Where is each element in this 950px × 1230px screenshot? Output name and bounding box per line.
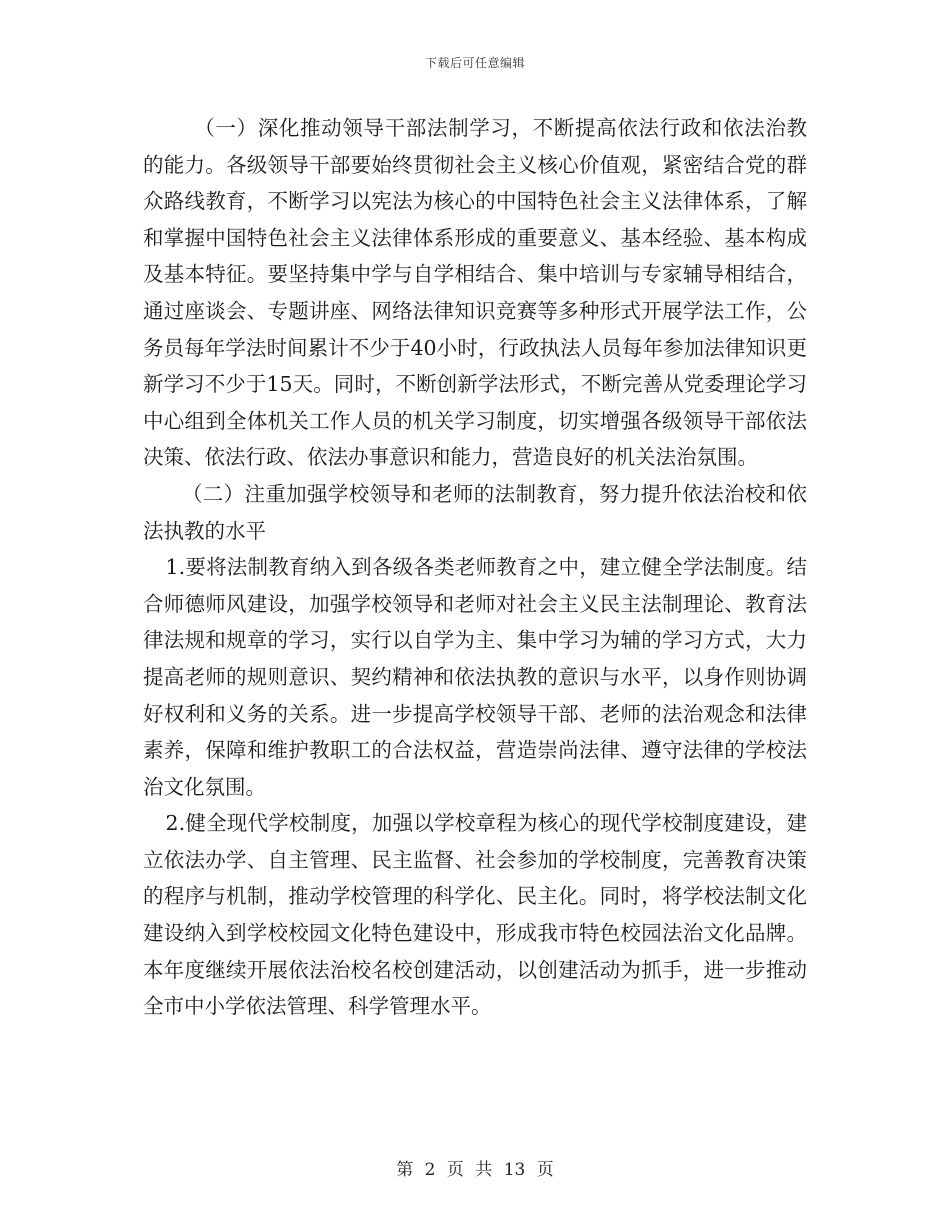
paragraph-item-2: 2.健全现代学校制度，加强以学校章程为核心的现代学校制度建设，建立依法办学、自主管理、民主监督、社会参加的学校制度，完善教育决策的程序与机制，推动学校管理的科学化、民主化。同时，将学校法制文化建设纳入到学校校园文化特色建设中，形成我市特色校园法治文化品牌。本年度继续开展依法治校名校创建活动，以创建活动为抓手，进一步推动全市中小学依法管理、科学管理水平。 — [143, 811, 807, 1019]
page-header: 下载后可任意编辑 — [424, 56, 525, 70]
paragraph-section-2-heading: （二）注重加强学校领导和老师的法制教育，努力提升依法治校和依法执教的水平 — [143, 481, 807, 543]
paragraph-item-1: 1.要将法制教育纳入到各级各类老师教育之中，建立健全学法制度。结合师德师风建设，加强学校领导和老师对社会主义民主法制理论、教育法律法规和规章的学习，实行以自学为主、集中学习为辅的学习方式，大力提高老师的规则意识、契约精神和依法执教的意识与水平，以身作则协调好权利和义务的关系。进一步提高学校领导干部、老师的法治观念和法律素养，保障和维护教职工的合法权益，营造崇尚法律、遵守法律的学校法治文化氛围。 — [143, 555, 807, 799]
page-footer: 第 2 页 共 13 页 — [396, 1160, 554, 1180]
document-body — [143, 110, 807, 1025]
paragraph-section-1: （一）深化推动领导干部法制学习，不断提高依法行政和依法治教的能力。各级领导干部要始终贯彻社会主义核心价值观，紧密结合党的群众路线教育，不断学习以宪法为核心的中国特色社会主义法律体系，了解和掌握中国特色社会主义法律体系形成的重要意义、基本经验、基本构成及基本特征。要坚持集中学与自学相结合、集中培训与专家辅导相结合，通过座谈会、专题讲座、网络法律知识竞赛等多种形式开展学法工作，公务员每年学法时间累计不少于40小时，行政执法人员每年参加法律知识更新学习不少于15天。同时，不断创新学法形式，不断完善从党委理论学习中心组到全体机关工作人员的机关学习制度，切实增强各级领导干部依法决策、依法行政、依法办事意识和能力，营造良好的机关法治氛围。 — [143, 116, 807, 470]
